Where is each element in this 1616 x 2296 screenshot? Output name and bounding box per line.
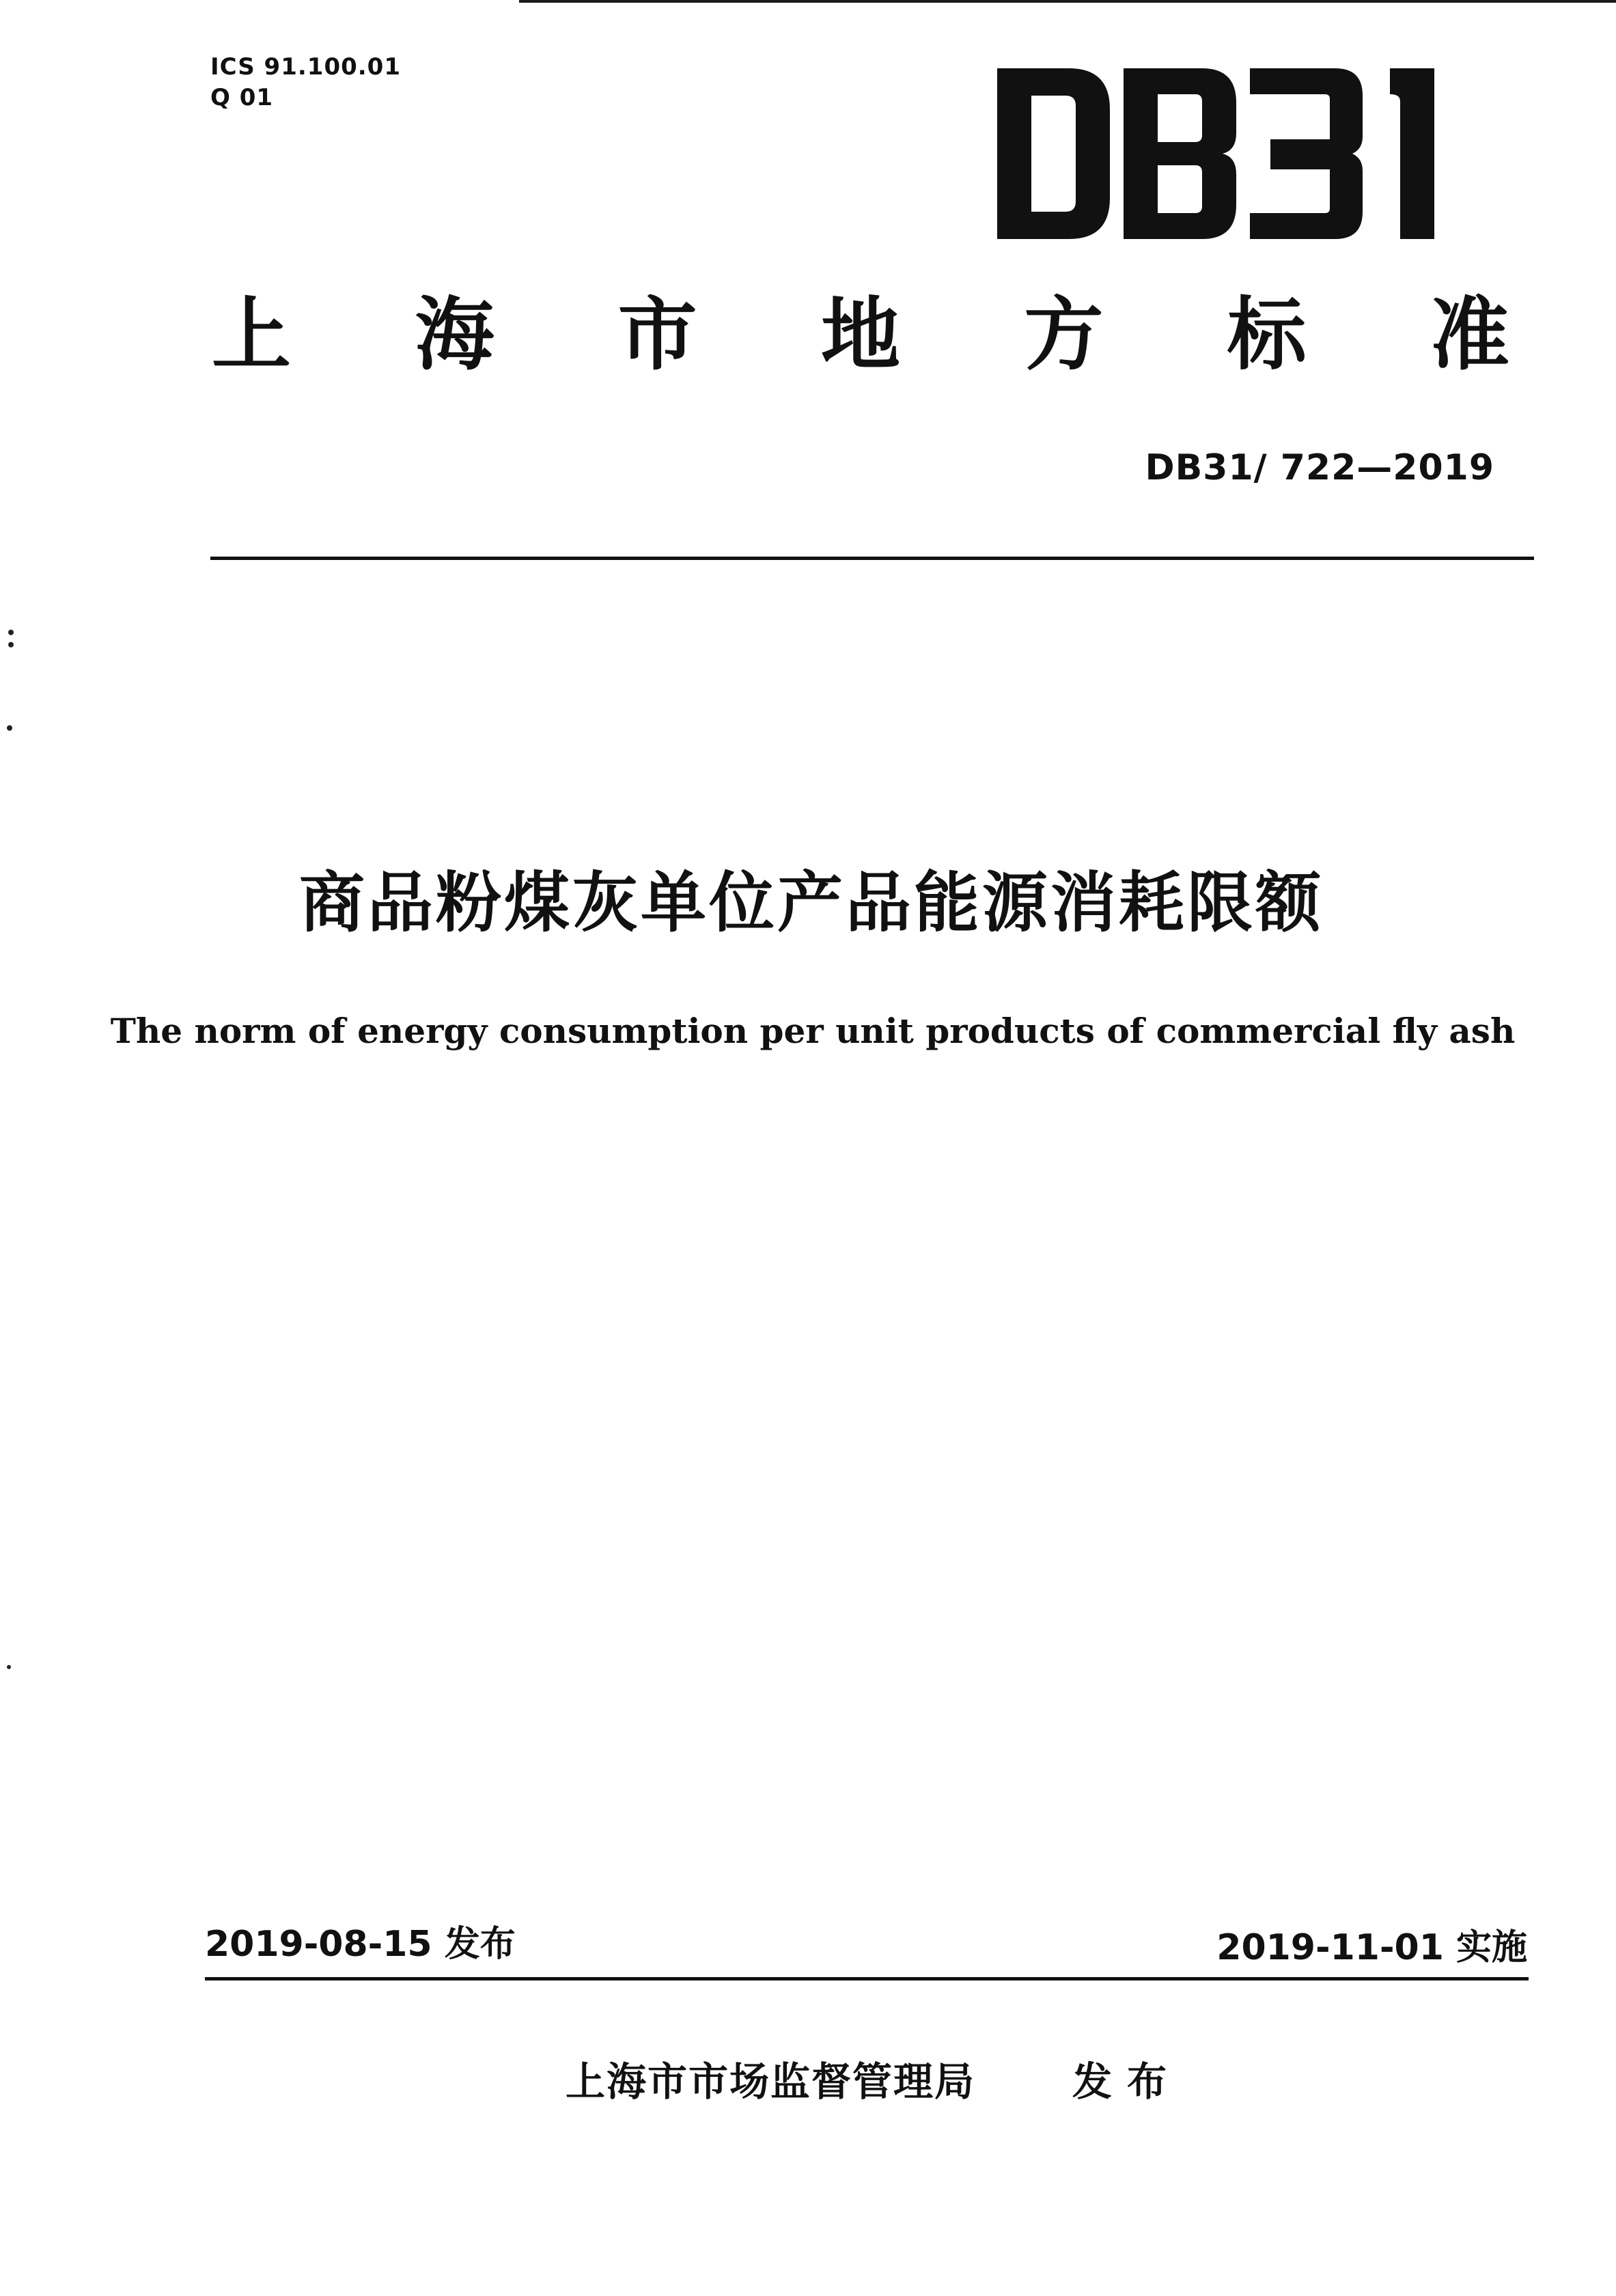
category-char: 市 — [617, 288, 697, 381]
ccs-code: Q 01 — [210, 84, 274, 111]
category-char: 地 — [820, 288, 900, 381]
scan-margin-mark — [7, 1665, 11, 1669]
title-english: The norm of energy consumption per unit products of commercial fly ash — [110, 1011, 1516, 1051]
implementation-date: 2019-11-01 实施 — [1216, 1927, 1527, 1968]
standard-category — [212, 287, 1509, 382]
classification-codes — [210, 52, 401, 113]
issue-date: 2019-08-15 发布 — [205, 1924, 516, 1965]
scan-margin-mark — [7, 725, 12, 731]
header-divider — [210, 557, 1534, 560]
publisher-name: 上海市市场监督管理局 — [566, 2058, 976, 2105]
db31-logo — [997, 68, 1455, 239]
category-char: 上 — [212, 288, 291, 381]
category-char: 准 — [1430, 288, 1509, 381]
scan-top-edge — [519, 0, 1616, 3]
title-chinese: 商品粉煤灰单位产品能源消耗限额 — [299, 865, 1324, 941]
ics-code: ICS 91.100.01 — [210, 53, 401, 81]
scan-margin-mark — [8, 630, 14, 635]
publish-action: 发布 — [1072, 2058, 1182, 2105]
standard-number: DB31/ 722—2019 — [1145, 447, 1494, 488]
category-char: 方 — [1024, 288, 1104, 381]
category-char: 标 — [1227, 288, 1307, 381]
category-char: 海 — [415, 288, 494, 381]
scan-margin-mark — [8, 642, 14, 647]
footer-divider — [205, 1977, 1529, 1980]
